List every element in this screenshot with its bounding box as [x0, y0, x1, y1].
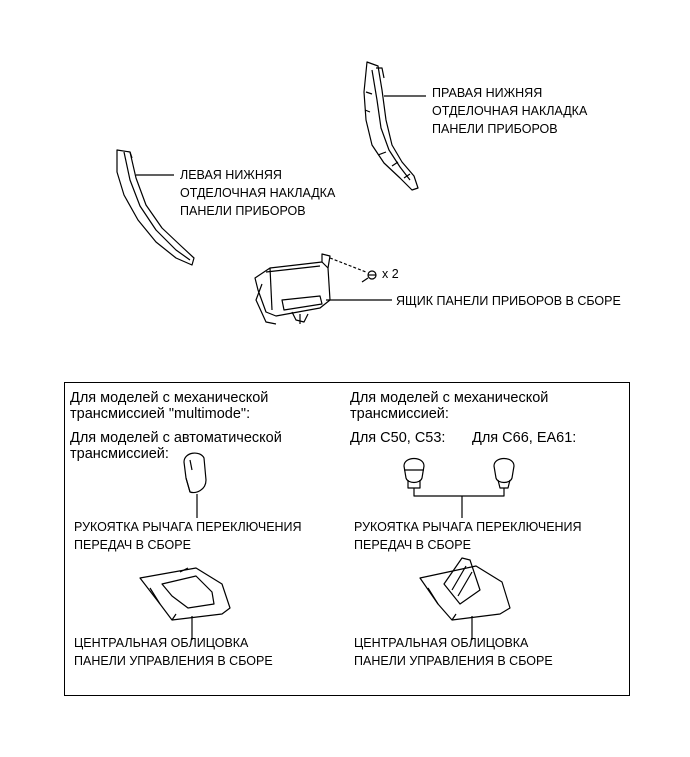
- right-knob-label: РУКОЯТКА РЫЧАГА ПЕРЕКЛЮЧЕНИЯ ПЕРЕДАЧ В СБОРЕ: [354, 520, 582, 552]
- glove-box-part: [255, 254, 330, 324]
- screw-dashed-line: [330, 258, 366, 272]
- left-lower-trim-label: ЛЕВАЯ НИЖНЯЯ ОТДЕЛОЧНАЯ НАКЛАДКА ПАНЕЛИ ПРИБОРОВ: [180, 168, 336, 218]
- left-subheading: Для моделей с автоматической трансмиссией:: [70, 430, 282, 462]
- left-knob-label: РУКОЯТКА РЫЧАГА ПЕРЕКЛЮЧЕНИЯ ПЕРЕДАЧ В СБОРЕ: [74, 520, 302, 552]
- left-bezel-label: ЦЕНТРАЛЬНАЯ ОБЛИЦОВКА ПАНЕЛИ УПРАВЛЕНИЯ В СБОРЕ: [74, 636, 273, 668]
- left-heading: Для моделей с механической трансмиссией "multimode":: [70, 390, 269, 422]
- right-lower-trim-label: ПРАВАЯ НИЖНЯЯ ОТДЕЛОЧНАЯ НАКЛАДКА ПАНЕЛИ ПРИБОРОВ: [432, 86, 588, 136]
- right-lower-trim-part: [364, 62, 418, 190]
- glove-box-label: ЯЩИК ПАНЕЛИ ПРИБОРОВ В СБОРЕ: [396, 294, 621, 308]
- screw-part: [362, 271, 376, 282]
- variant-c66-label: Для C66, EA61:: [472, 430, 577, 446]
- right-bezel-label: ЦЕНТРАЛЬНАЯ ОБЛИЦОВКА ПАНЕЛИ УПРАВЛЕНИЯ В СБОРЕ: [354, 636, 553, 668]
- screw-quantity: x 2: [382, 267, 399, 281]
- variant-c50-label: Для C50, C53:: [350, 430, 446, 446]
- right-heading: Для моделей с механической трансмиссией:: [350, 390, 549, 422]
